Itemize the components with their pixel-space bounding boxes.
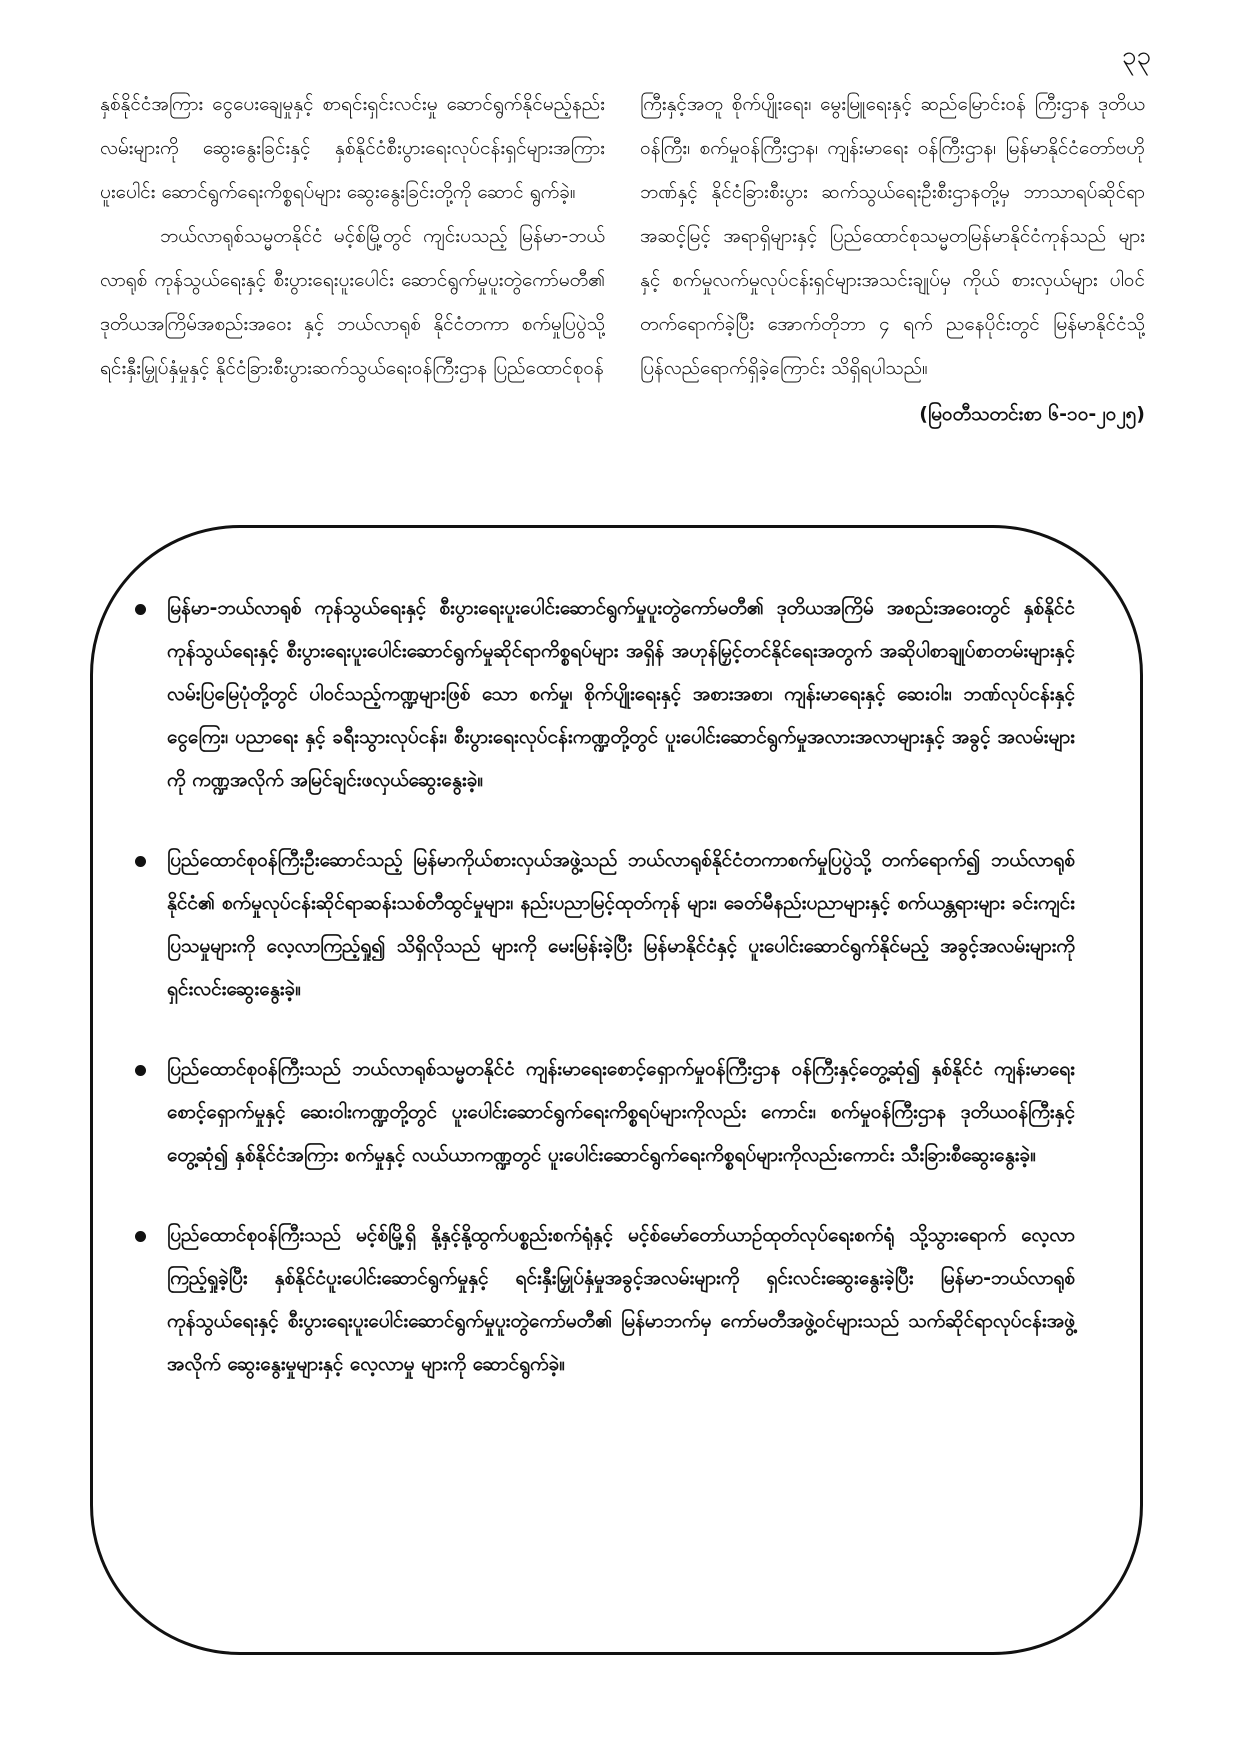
bullet-dot-icon (135, 604, 146, 615)
bullet-text: ပြည်ထောင်စုဝန်ကြီးဦးဆောင်သည့် မြန်မာကိုယ်စားလှယ်အဖွဲ့သည် ဘယ်လာရုစ်နိုင်ငံတကာစက်မှုပြပွဲသို့ တက်ရောက်၍ ဘယ်လာရုစ်နိုင်ငံ၏ စက်မှုလုပ်ငန်းဆိုင်ရာဆန်းသစ်တီထွင်မှုများ၊ နည်းပညာမြင့်ထုတ်ကုန် များ၊ ခေတ်မီနည်းပညာများနှင့် စက်ယန္တရားများ ခင်းကျင်းပြသမှုများကို လေ့လာကြည့်ရှု၍ သိရှိလိုသည် များကို မေးမြန်းခဲ့ပြီး မြန်မာနိုင်ငံနှင့် ပူးပေါင်းဆောင်ရွက်နိုင်မည့် အခွင့်အလမ်းများကို ရှင်းလင်းဆွေးနွေးခဲ့။ (167, 849, 1075, 1000)
left-column (100, 82, 605, 390)
right-column (640, 82, 1145, 436)
bullet-list (135, 587, 1075, 1423)
bullet-dot-icon (135, 856, 146, 867)
bullet-text: မြန်မာ-ဘယ်လာရုစ် ကုန်သွယ်ရေးနှင့် စီးပွားရေးပူးပေါင်းဆောင်ရွက်မှုပူးတွဲကော်မတီ၏ ဒုတိယအကြိမ် အစည်းအဝေးတွင် နှစ်နိုင်ငံ ကုန်သွယ်ရေးနှင့် စီးပွားရေးပူးပေါင်းဆောင်ရွက်မှုဆိုင်ရာကိစ္စရပ်များ အရှိန် အဟုန်မြှင့်တင်နိုင်ရေးအတွက် အဆိုပါစာချုပ်စာတမ်းများနှင့် လမ်းပြမြေပုံတို့တွင် ပါဝင်သည့်ကဏ္ဍများဖြစ် သော စက်မှု၊ စိုက်ပျိုးရေးနှင့် အစားအစာ၊ ကျန်းမာရေးနှင့် ဆေးဝါး၊ ဘဏ်လုပ်ငန်းနှင့် ငွေကြေး၊ ပညာရေး နှင့် ခရီးသွားလုပ်ငန်း၊ စီးပွားရေးလုပ်ငန်းကဏ္ဍတို့တွင် ပူးပေါင်းဆောင်ရွက်မှုအလားအလာများနှင့် အခွင့် အလမ်းများကို ကဏ္ဍအလိုက် အမြင်ချင်းဖလှယ်ဆွေးနွေးခဲ့။ (167, 597, 1075, 791)
page-number: ၃၃ (1121, 41, 1151, 71)
bullet-dot-icon (135, 1065, 146, 1076)
bullet-item (135, 1214, 1075, 1386)
bullet-item (135, 839, 1075, 1011)
bullet-text: ပြည်ထောင်စုဝန်ကြီးသည် ဘယ်လာရုစ်သမ္မတနိုင်ငံ ကျန်းမာရေးစောင့်ရှောက်မှုဝန်ကြီးဌာန ဝန်ကြီးနှင့်တွေ့ဆုံ၍ နှစ်နိုင်ငံ ကျန်းမာရေးစောင့်ရှောက်မှုနှင့် ဆေးဝါးကဏ္ဍတို့တွင် ပူးပေါင်းဆောင်ရွက်ရေးကိစ္စရပ်များကိုလည်း ကောင်း၊ စက်မှုဝန်ကြီးဌာန ဒုတိယဝန်ကြီးနှင့်တွေ့ဆုံ၍ နှစ်နိုင်ငံအကြား စက်မှုနှင့် လယ်ယာကဏ္ဍတွင် ပူးပေါင်းဆောင်ရွက်ရေးကိစ္စရပ်များကိုလည်းကောင်း သီးခြားစီဆွေးနွေးခဲ့။ (167, 1058, 1075, 1166)
left-paragraph-1: နှစ်နိုင်ငံအကြား ငွေပေးချေမှုနှင့် စာရင်းရှင်းလင်းမှု ဆောင်ရွက်နိုင်မည့်နည်းလမ်းများကို ဆွေးနွေးခြင်းနှင့် နှစ်နိုင်ငံစီးပွားရေးလုပ်ငန်းရှင်များအကြား ပူးပေါင်း ဆောင်ရွက်ရေးကိစ္စရပ်များ ဆွေးနွေးခြင်းတို့ကို ဆောင် ရွက်ခဲ့။ (100, 93, 605, 203)
bullet-item (135, 1048, 1075, 1177)
source-citation: (မြဝတီသတင်းစာ ၆-၁၀-၂၀၂၅) (919, 403, 1145, 425)
right-paragraph-1: ကြီးနှင့်အတူ စိုက်ပျိုးရေး၊ မွေးမြူရေးနှင့် ဆည်မြောင်းဝန် ကြီးဌာန ဒုတိယဝန်ကြီး၊ စက်မှုဝန်ကြီးဌာန၊ ကျန်းမာရေး ဝန်ကြီးဌာန၊ မြန်မာနိုင်ငံတော်ဗဟိုဘဏ်နှင့် နိုင်ငံခြားစီးပွား ဆက်သွယ်ရေးဦးစီးဌာနတို့မှ ဘာသာရပ်ဆိုင်ရာ အဆင့်မြင့် အရာရှိများနှင့် ပြည်ထောင်စုသမ္မတမြန်မာနိုင်ငံကုန်သည် များနှင့် စက်မှုလက်မှုလုပ်ငန်းရှင်များအသင်းချုပ်မှ ကိုယ် စားလှယ်များ ပါဝင်တက်ရောက်ခဲ့ပြီး အောက်တိုဘာ ၄ ရက် ညနေပိုင်းတွင် မြန်မာနိုင်ငံသို့ ပြန်လည်ရောက်ရှိခဲ့ကြောင်း သိရှိရပါသည်။ (640, 93, 1145, 379)
left-paragraph-2: ဘယ်လာရုစ်သမ္မတနိုင်ငံ မင့်စ်မြို့တွင် ကျင်းပသည့် မြန်မာ-ဘယ်လာရုစ် ကုန်သွယ်ရေးနှင့် စီးပွားရေးပူးပေါင်း ဆောင်ရွက်မှုပူးတွဲကော်မတီ၏ ဒုတိယအကြိမ်အစည်းအဝေး နှင့် ဘယ်လာရုစ် နိုင်ငံတကာ စက်မှုပြပွဲသို့ ရင်းနှီးမြှုပ်နှံမှုနှင့် နိုင်ငံခြားစီးပွားဆက်သွယ်ရေးဝန်ကြီးဌာန ပြည်ထောင်စုဝန် (100, 225, 605, 379)
bullet-item (135, 587, 1075, 802)
bullet-dot-icon (135, 1231, 146, 1242)
bullet-text: ပြည်ထောင်စုဝန်ကြီးသည် မင့်စ်မြို့ရှိ နို့နှင့်နို့ထွက်ပစ္စည်းစက်ရုံနှင့် မင့်စ်မော်တော်ယာဉ်ထုတ်လုပ်ရေးစက်ရုံ သို့သွားရောက် လေ့လာကြည့်ရှုခဲ့ပြီး နှစ်နိုင်ငံပူးပေါင်းဆောင်ရွက်မှုနှင့် ရင်းနှီးမြှုပ်နှံမှုအခွင့်အလမ်းများကို ရှင်းလင်းဆွေးနွေးခဲ့ပြီး မြန်မာ-ဘယ်လာရုစ် ကုန်သွယ်ရေးနှင့် စီးပွားရေးပူးပေါင်းဆောင်ရွက်မှုပူးတွဲကော်မတီ၏ မြန်မာဘက်မှ ကော်မတီအဖွဲ့ဝင်များသည် သက်ဆိုင်ရာလုပ်ငန်းအဖွဲ့အလိုက် ဆွေးနွေးမှုများနှင့် လေ့လာမှု များကို ဆောင်ရွက်ခဲ့။ (167, 1224, 1075, 1375)
